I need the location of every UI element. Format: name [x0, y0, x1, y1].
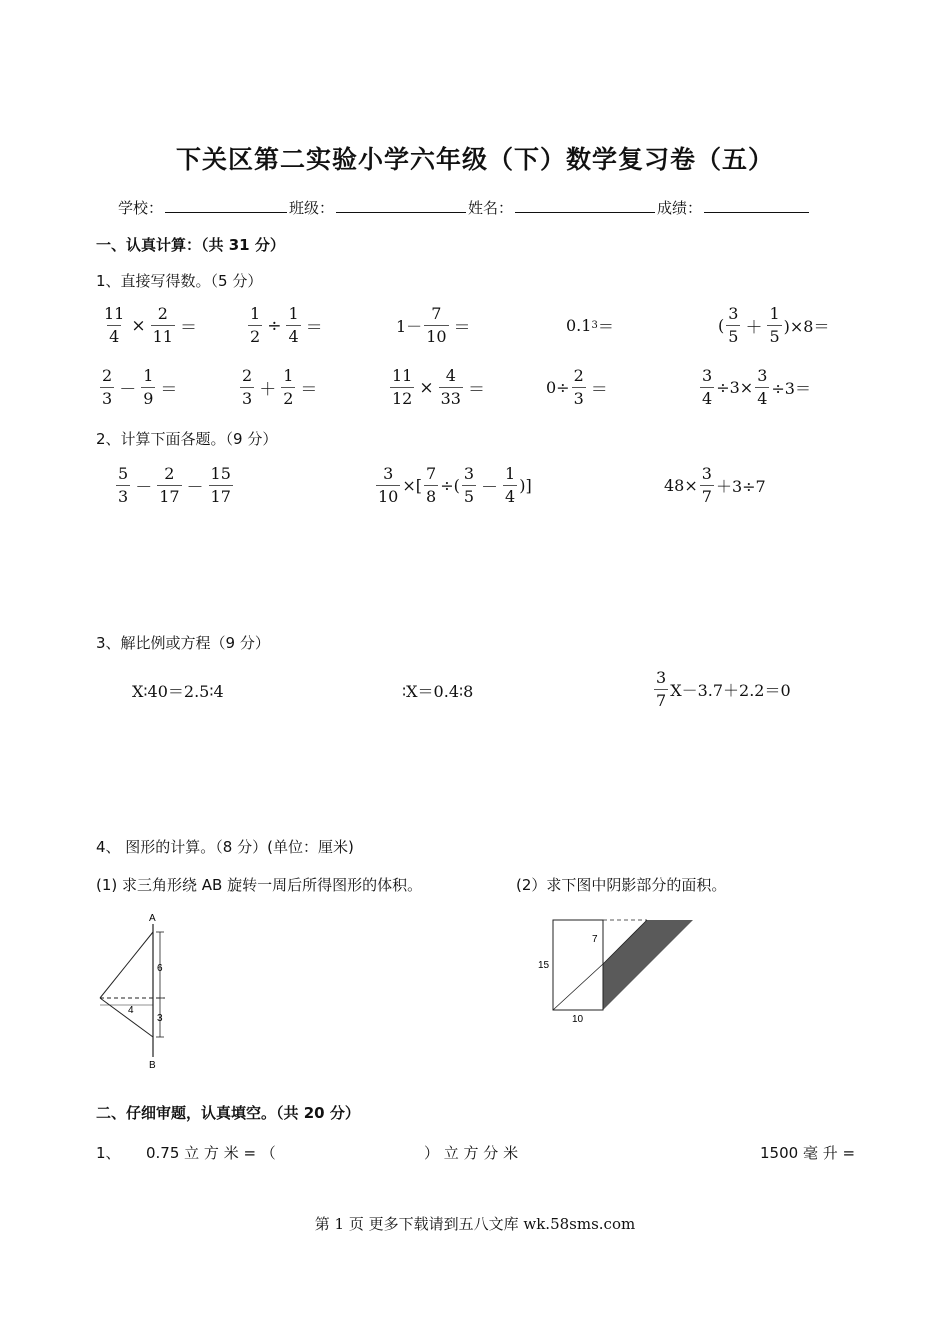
label-10: 10: [572, 1014, 584, 1025]
info-line: [118, 197, 811, 218]
school-field[interactable]: [165, 198, 287, 213]
triangle-figure: [90, 910, 190, 1079]
q1-label: 1、直接写得数。（5 分）: [96, 272, 263, 290]
s2-q1-a: 0.75 立 方 米 = （: [146, 1144, 276, 1162]
q1-r2-e4: 0÷ $\frac{2}{3}$ ＝: [546, 366, 608, 408]
q2-e3: 48× $\frac{3}{7}$ ＋3÷7: [664, 464, 766, 506]
label-4: 4: [128, 1005, 134, 1016]
s2-q1-b: ） 立 方 分 米: [424, 1144, 519, 1162]
q4-label: 4、 图形的计算。（8 分）(单位：厘米): [96, 838, 354, 856]
label-6: 6: [157, 963, 163, 974]
name-field[interactable]: [515, 198, 655, 213]
label-b: B: [149, 1060, 156, 1071]
q4-sub1: (1) 求三角形绕 AB 旋转一周后所得图形的体积。: [96, 876, 423, 894]
q1-r1-e3: 1－ $\frac{7}{10}$ ＝: [396, 304, 471, 346]
school-label: 学校：: [118, 199, 164, 217]
q2-label: 2、计算下面各题。（9 分）: [96, 430, 278, 448]
s2-q1-c: 1500 毫 升 =: [760, 1144, 856, 1162]
section2-heading: 二、仔细审题，认真填空。（共 20 分）: [96, 1104, 360, 1122]
q4-sub2: (2）求下图中阴影部分的面积。: [516, 876, 727, 894]
q1-r2-e3: $\frac{11}{12}$ × $\frac{4}{33}$ ＝: [392, 366, 485, 408]
class-label: 班级：: [289, 199, 335, 217]
q3-e3: $\frac{3}{7}$ X－3.7＋2.2＝0: [656, 668, 791, 710]
shaded-figure: [530, 910, 710, 1029]
shaded-region: [603, 920, 693, 1010]
class-field[interactable]: [336, 198, 466, 213]
q1-r1-e5: ( $\frac{3}{5}$ ＋ $\frac{1}{5}$ )×8＝: [718, 304, 830, 346]
page-footer: 第 1 页 更多下载请到五八文库 wk.58sms.com: [314, 1215, 636, 1233]
s2-q1-num: 1、: [96, 1144, 121, 1162]
score-label: 成绩：: [657, 199, 703, 217]
q1-r2-e2: $\frac{2}{3}$ ＋ $\frac{1}{2}$ ＝: [242, 366, 318, 408]
q3-e1: X∶40＝2.5∶4: [132, 682, 224, 701]
label-3: 3: [157, 1013, 163, 1024]
page-title: 下关区第二实验小学六年级（下）数学复习卷（五）: [175, 145, 774, 174]
q1-r1-e2: $\frac{1}{2}$ ÷ $\frac{1}{4}$ ＝: [250, 304, 323, 346]
label-7: 7: [592, 934, 598, 945]
q1-r1-e4: 0.1 3 ＝: [566, 316, 614, 336]
q1-r1-e1: $\frac{11}{4}$ × $\frac{2}{11}$ ＝: [104, 304, 197, 346]
q1-r2-e5: $\frac{3}{4}$ ÷3× $\frac{3}{4}$ ÷3＝: [702, 366, 811, 408]
name-label: 姓名：: [468, 199, 514, 217]
label-a: A: [149, 913, 156, 924]
q3-e2: ∶X＝0.4∶8: [402, 682, 474, 701]
label-15: 15: [538, 960, 550, 971]
q2-e1: $\frac{5}{3}$ － $\frac{2}{17}$ － $\frac{15}{17}$: [118, 464, 231, 506]
q1-r2-e1: $\frac{2}{3}$ － $\frac{1}{9}$ ＝: [102, 366, 178, 408]
q2-e2: $\frac{3}{10}$ ×[ $\frac{7}{8}$ ÷( $\frac{3}{5}$ － $\frac{1}{4}$ )]: [378, 464, 532, 506]
score-field[interactable]: [704, 198, 809, 213]
q3-label: 3、解比例或方程（9 分）: [96, 634, 270, 652]
section1-heading: 一、认真计算：（共 31 分）: [96, 236, 285, 254]
